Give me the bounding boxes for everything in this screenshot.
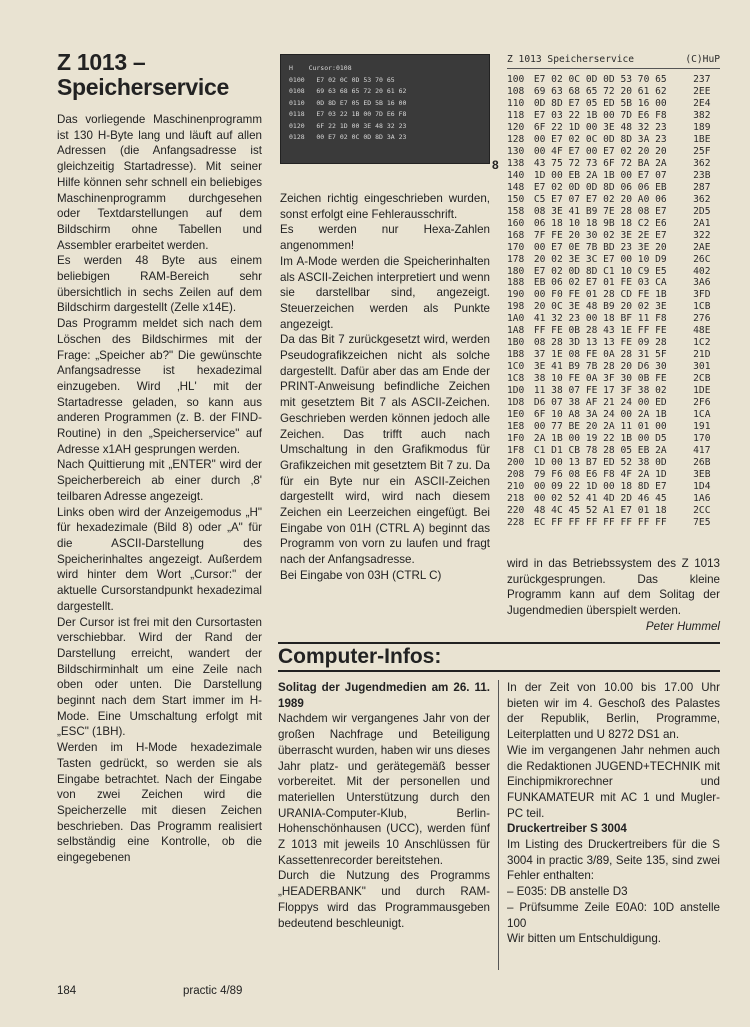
listing-checksum: 1C2 — [693, 337, 711, 349]
infos-right-column — [507, 680, 720, 947]
listing-checksum: 2E4 — [693, 97, 711, 109]
listing-checksum: 1D4 — [693, 480, 711, 492]
info-paragraph: Durch die Nutzung des Programms „HEADERBANK" und durch RAM-Floppys wird das Programmausgeben bedeutend beschleunigt. — [278, 869, 490, 930]
computer-infos-heading: Computer-Infos: — [278, 642, 720, 672]
listing-checksum: 189 — [693, 121, 711, 133]
listing-address: 178 — [507, 253, 525, 265]
infos-right-paragraphs — [507, 680, 720, 821]
listing-checksum: 1A6 — [693, 492, 711, 504]
listing-row — [507, 301, 720, 313]
info-paragraph: Wie im vergangenen Jahr nehmen auch die Redaktionen JUGEND+TECHNIK mit Einchipmikrorechner und FUNKAMATEUR mit AC 1 und Mugler-PC teil. — [507, 743, 720, 820]
article-paragraph: Es werden nur Hexa-Zahlen angenommen! — [280, 223, 490, 253]
listing-address: 130 — [507, 145, 525, 157]
issue-label: practic 4/89 — [183, 985, 243, 997]
listing-row — [507, 505, 720, 517]
listing-address: 1F8 — [507, 445, 525, 457]
listing-row — [507, 242, 720, 254]
listing-address: 1B0 — [507, 337, 525, 349]
listing-address: 1D8 — [507, 397, 525, 409]
listing-row — [507, 74, 720, 86]
printer-paragraph: Wir bitten um Entschuldigung. — [507, 932, 662, 946]
listing-row — [507, 481, 720, 493]
listing-row — [507, 86, 720, 98]
listing-row — [507, 277, 720, 289]
listing-address: 1E8 — [507, 421, 525, 433]
listing-bytes: 08 28 3D 13 13 FE 09 28 — [533, 337, 667, 349]
listing-address: 1A8 — [507, 325, 525, 337]
solitag-subhead: Solitag der Jugendmedien am 26. 11. 1989 — [278, 681, 490, 710]
listing-row — [507, 110, 720, 122]
listing-checksum: 382 — [693, 109, 711, 121]
listing-checksum: 170 — [693, 433, 711, 445]
article-paragraph: Bei Eingabe von 03H (CTRL C) — [280, 568, 442, 582]
listing-checksum: 322 — [693, 229, 711, 241]
listing-checksum: 25F — [693, 145, 711, 157]
listing-rows — [507, 74, 720, 529]
screen-row: 0120 6F 22 1D 00 3E 48 32 23 — [289, 121, 407, 130]
listing-address: 108 — [507, 85, 525, 97]
listing-header — [507, 54, 720, 65]
listing-bytes: 2A 1B 00 19 22 1B 00 D5 — [533, 433, 667, 445]
screen-row: 0118 E7 03 22 1B 00 7D E6 F8 — [289, 110, 407, 118]
listing-checksum: 1BE — [693, 133, 711, 145]
listing-bytes: E7 02 0D 8D C1 10 C9 E5 — [533, 265, 667, 277]
listing-checksum: 2F6 — [693, 397, 711, 409]
article-paragraph: Das Programm meldet sich nach dem Löschen des Bildschirmes mit der Frage: „Speicher ab?" Die gewünschte Anfangsadresse ist hexadezimal einzugeben. Wird ‚HL' mit der Startadresse geladen, so kann aus anderen Programmen (z. B. der FIND-Routine) in den „Speicherservice" auf Adresse x1AH gesprungen werden. — [57, 317, 262, 456]
page-number: 184 — [57, 985, 77, 997]
listing-address: 208 — [507, 468, 525, 480]
listing-address: 1F0 — [507, 433, 525, 445]
listing-checksum: 3A6 — [693, 277, 711, 289]
listing-checksum: 2EE — [693, 85, 711, 97]
listing-row — [507, 98, 720, 110]
listing-row — [507, 122, 720, 134]
listing-row — [507, 373, 720, 385]
listing-bytes: 48 4C 45 52 A1 E7 01 18 — [533, 504, 667, 516]
listing-bytes: 1D 00 EB 2A 1B 00 E7 07 — [533, 169, 667, 181]
listing-address: 1E0 — [507, 409, 525, 421]
article-title — [57, 50, 257, 100]
listing-address: 218 — [507, 492, 525, 504]
listing-bytes: 6F 10 A8 3A 24 00 2A 1B — [533, 409, 667, 421]
listing-checksum: 2CB — [693, 373, 711, 385]
screen-header: H Cursor:0108 — [289, 64, 352, 72]
listing-row — [507, 289, 720, 301]
listing-checksum: 276 — [693, 313, 711, 325]
listing-address: 220 — [507, 504, 525, 516]
listing-address: 118 — [507, 109, 525, 121]
listing-bytes: 00 E7 0E 7B BD 23 3E 20 — [533, 241, 667, 253]
listing-address: 188 — [507, 277, 525, 289]
printer-paragraphs — [507, 837, 720, 947]
listing-bytes: 20 02 3E 3C E7 00 10 D9 — [533, 253, 667, 265]
listing-checksum: 362 — [693, 157, 711, 169]
listing-bytes: 69 63 68 65 72 20 61 62 — [533, 85, 667, 97]
listing-row — [507, 457, 720, 469]
listing-row — [507, 349, 720, 361]
infos-left-column — [278, 680, 490, 931]
screen-row: 0108 69 63 68 65 72 20 61 62 — [289, 87, 407, 95]
listing-bytes: 08 3E 41 B9 7E 28 08 E7 — [533, 205, 667, 217]
info-paragraph: Nachdem wir vergangenes Jahr von der großen Nachfrage und Beteiligung überrascht wurden, haben wir uns dieses Jahr platz- und gerätegemäß besser vorbereitet. Mit der personellen und materiellen Unterstützung durch den URANIA-Computer-Klub, Berlin-Hohenschönhausen (UCC), werden fünf Z 1013 mit jeweils 10 Anschlüssen für Kassettenrecorder bereitstehen. — [278, 712, 490, 867]
info-paragraph: In der Zeit von 10.00 bis 17.00 Uhr bieten wir im 4. Geschoß des Palastes der Republik, Berlin, Programme, Leiterplatten und U 8272 DS1 an. — [507, 681, 720, 742]
listing-row — [507, 182, 720, 194]
listing-row — [507, 146, 720, 158]
listing-row — [507, 337, 720, 349]
article-column-2 — [280, 191, 490, 584]
listing-checksum: 26C — [693, 253, 711, 265]
listing-row — [507, 313, 720, 325]
listing-address: 198 — [507, 301, 525, 313]
listing-checksum: 1DE — [693, 385, 711, 397]
listing-address: 228 — [507, 516, 525, 528]
listing-address: 210 — [507, 480, 525, 492]
listing-header-title: Z 1013 Speicherservice — [507, 54, 635, 65]
listing-bytes: 7F FE 20 30 02 3E 2E E7 — [533, 229, 667, 241]
column-divider — [498, 680, 499, 970]
listing-row — [507, 469, 720, 481]
listing-bytes: 38 10 FE 0A 3F 30 0B FE — [533, 373, 667, 385]
listing-bytes: 20 0C 3E 48 B9 20 02 3E — [533, 301, 667, 313]
listing-address: 1A0 — [507, 313, 525, 325]
listing-row — [507, 421, 720, 433]
listing-row — [507, 445, 720, 457]
listing-row — [507, 230, 720, 242]
listing-bytes: EB 06 02 E7 01 FE 03 CA — [533, 277, 667, 289]
listing-checksum: 402 — [693, 265, 711, 277]
printer-paragraph: – E035: DB anstelle D3 — [507, 885, 628, 899]
listing-bytes: 11 38 07 FE 17 3F 38 02 — [533, 385, 667, 397]
article-paragraph: Im A-Mode werden die Speicherinhalten als ASCII-Zeichen interpretiert und wenn sie darstellbar sind, angezeigt. Steuerzeichen werden als Punkte angezeigt. — [280, 254, 490, 331]
listing-row — [507, 170, 720, 182]
listing-address: 1B8 — [507, 349, 525, 361]
listing-checksum: 362 — [693, 193, 711, 205]
infos-left-paragraphs — [278, 711, 490, 931]
listing-row — [507, 493, 720, 505]
closing-paragraph: wird in das Betriebssystem des Z 1013 zurückgesprungen. Das kleine Programm kann auf dem Solitag der Jugendmedien überspielt werden. — [507, 557, 720, 618]
listing-checksum: 3EB — [693, 468, 711, 480]
listing-bytes: EC FF FF FF FF FF FF FF — [533, 516, 667, 528]
listing-bytes: C1 D1 CB 78 28 05 EB 2A — [533, 445, 667, 457]
listing-row — [507, 194, 720, 206]
listing-address: 140 — [507, 169, 525, 181]
listing-bytes: 00 02 52 41 4D 2D 46 45 — [533, 492, 667, 504]
listing-header-rule — [507, 68, 720, 69]
listing-bytes: 00 F0 FE 01 28 CD FE 1B — [533, 289, 667, 301]
article-paragraph: Da das Bit 7 zurückgesetzt wird, werden Pseudografikzeichen nicht als solche dargestellt. Dafür aber das am Ende der PRINT-Anweisung befindliche Zeichen mit gesetztem Bit 7 als ASCII-Zeichen. Geschrieben werden können jedoch alle Zeichen. Das trifft auch nach Umschaltung in den Grafikmodus für Grafikzeichen mit gesetztem Bit 7 zu. Da für ein Byte nur ein ASCII-Zeichen dargestellt wird, wird nach diesem Zeichen ein Leerzeichen eingefügt. Bei Eingabe von 01H (CTRL A) beginnt das Programm von vorn zu laufen und fragt nach der Anfangsadresse. — [280, 333, 490, 567]
printer-paragraph: – Prüfsumme Zeile E0A0: 10D anstelle 100 — [507, 900, 720, 930]
listing-address: 170 — [507, 241, 525, 253]
listing-address: 138 — [507, 157, 525, 169]
listing-checksum: 417 — [693, 445, 711, 457]
listing-bytes: C5 E7 07 E7 02 20 A0 06 — [533, 193, 667, 205]
listing-checksum: 23B — [693, 169, 711, 181]
listing-bytes: 06 18 10 18 9B 18 C2 E6 — [533, 217, 667, 229]
listing-checksum: 1CA — [693, 409, 711, 421]
listing-bytes: 37 1E 08 FE 0A 28 31 5F — [533, 349, 667, 361]
listing-bytes: 3E 41 B9 7B 28 20 D6 30 — [533, 361, 667, 373]
listing-row — [507, 266, 720, 278]
hex-listing — [507, 54, 720, 529]
listing-checksum: 301 — [693, 361, 711, 373]
listing-address: 150 — [507, 193, 525, 205]
listing-row — [507, 409, 720, 421]
listing-bytes: 00 E7 02 0C 0D 8D 3A 23 — [533, 133, 667, 145]
article-column-1 — [57, 112, 262, 866]
listing-row — [507, 325, 720, 337]
listing-bytes: 00 77 BE 20 2A 11 01 00 — [533, 421, 667, 433]
listing-address: 128 — [507, 133, 525, 145]
listing-checksum: 48E — [693, 325, 711, 337]
listing-address: 1D0 — [507, 385, 525, 397]
listing-bytes: 79 F6 08 E6 F8 4F 2A 1D — [533, 468, 667, 480]
listing-row — [507, 517, 720, 529]
listing-checksum: 237 — [693, 74, 711, 85]
listing-bytes: FF FE 0B 28 43 1E FF FE — [533, 325, 667, 337]
listing-address: 190 — [507, 289, 525, 301]
article-column-3 — [507, 556, 720, 635]
listing-checksum: 2D5 — [693, 205, 711, 217]
listing-bytes: 6F 22 1D 00 3E 48 32 23 — [533, 121, 667, 133]
listing-address: 160 — [507, 217, 525, 229]
printer-paragraph: Im Listing des Druckertreibers für die S 3004 in practic 3/89, Seite 135, sind zwei Fehler enthalten: — [507, 838, 720, 883]
title-line-1: Z 1013 – — [57, 49, 146, 75]
listing-row — [507, 361, 720, 373]
listing-address: 1C8 — [507, 373, 525, 385]
listing-row — [507, 206, 720, 218]
article-paragraph: Der Cursor ist frei mit den Cursortasten verschiebbar. Wird der Rand der Darstellung erreicht, wandert der Bildschirminhalt um eine Zeile nach oben oder unten. Die Darstellung beginnt nach dem Start immer im H-Mode. Eine Umschaltung erfolgt mit „ESC" (1BH). — [57, 615, 262, 739]
listing-address: 180 — [507, 265, 525, 277]
listing-bytes: E7 02 0D 0D 8D 06 06 EB — [533, 181, 667, 193]
listing-bytes: E7 02 0C 0D 0D 53 70 65 — [533, 74, 667, 85]
listing-address: 120 — [507, 121, 525, 133]
printer-subhead: Druckertreiber S 3004 — [507, 822, 627, 836]
title-line-2: Speicherservice — [57, 74, 229, 100]
listing-bytes: 00 09 22 1D 00 18 8D E7 — [533, 480, 667, 492]
listing-checksum: 287 — [693, 181, 711, 193]
listing-bytes: E7 03 22 1B 00 7D E6 F8 — [533, 109, 667, 121]
listing-address: 200 — [507, 457, 525, 468]
listing-address: 100 — [507, 74, 525, 85]
listing-checksum: 21D — [693, 349, 711, 361]
article-paragraph: Es werden 48 Byte aus einem beliebigen RAM-Bereich sehr übersichtlich in sechs Zeilen auf dem Bildschirm dargestellt (Zelle x14E). — [57, 254, 262, 315]
listing-checksum: 191 — [693, 421, 711, 433]
listing-bytes: D6 07 38 AF 21 24 00 ED — [533, 397, 667, 409]
listing-address: 148 — [507, 181, 525, 193]
article-paragraph: Links oben wird der Anzeigemodus „H" für hexadezimale (Bild 8) oder „A" für die ASCII-Darstellung des Speicherinhaltes angezeigt. Außerdem wird hinter dem Wort „Cursor:" der aktuelle Cursorstandpunkt hexadezimal dargestellt. — [57, 505, 262, 613]
listing-address: 1C0 — [507, 361, 525, 373]
listing-row — [507, 433, 720, 445]
listing-row — [507, 158, 720, 170]
listing-bytes: 0D 8D E7 05 ED 5B 16 00 — [533, 97, 667, 109]
listing-address: 158 — [507, 205, 525, 217]
listing-row — [507, 254, 720, 266]
listing-row — [507, 397, 720, 409]
listing-address: 110 — [507, 97, 525, 109]
listing-bytes: 00 4F E7 00 E7 02 20 20 — [533, 145, 667, 157]
article-paragraph: Werden im H-Mode hexadezimale Tasten gedrückt, so werden sie als Eingabe betrachtet. Nach der Eingabe von zwei Zeichen wird die Speicherzelle mit diesen Zeichen beschrieben. Das Programm realisiert selbständig eine Kontrolle, ob die eingegebenen — [57, 741, 262, 865]
screen-rows — [289, 75, 481, 144]
listing-checksum: 26B — [693, 457, 711, 468]
listing-bytes: 1D 00 13 B7 ED 52 38 0D — [533, 457, 667, 468]
listing-checksum: 2CC — [693, 504, 711, 516]
listing-checksum: 7E5 — [693, 516, 711, 528]
screen-figure — [280, 54, 490, 164]
author-name: Peter Hummel — [645, 619, 720, 633]
listing-checksum: 2AE — [693, 241, 711, 253]
screen-row: 0110 0D 8D E7 05 ED 5B 16 00 — [289, 98, 407, 107]
listing-bytes: 41 32 23 00 18 BF 11 F8 — [533, 313, 667, 325]
listing-header-copyright: (C)HuP — [685, 54, 720, 65]
listing-checksum: 1CB — [693, 301, 711, 313]
listing-checksum: 2A1 — [693, 217, 711, 229]
screen-row: 0100 E7 02 0C 0D 53 70 65 — [289, 75, 395, 84]
article-paragraph: Das vorliegende Maschinenprogramm ist 130 H-Byte lang und läuft auf allen Adressen (die Anfangsadresse ist gleichzeitig Startadresse). Mit seiner Hilfe können sehr schnell ein beliebiges Maschinenprogramm durchgesehen oder Textdarstellungen auf dem Bildschirm ohne Tabellen und Assembler erarbeitet werden. — [57, 113, 262, 252]
listing-address: 168 — [507, 229, 525, 241]
listing-row — [507, 385, 720, 397]
listing-row — [507, 218, 720, 230]
screen-row: 0128 00 E7 02 0C 0D 8D 3A 23 — [289, 133, 407, 141]
figure-number: 8 — [492, 158, 499, 172]
article-paragraph: Nach Quittierung mit „ENTER" wird der Speicherbereich ab einer durch ‚8' teilbaren Adresse angezeigt. — [57, 458, 262, 503]
listing-bytes: 43 75 72 73 6F 72 BA 2A — [533, 157, 667, 169]
article-paragraph: Zeichen richtig eingeschrieben wurden, sonst erfolgt eine Fehlerausschrift. — [280, 192, 490, 221]
listing-row — [507, 134, 720, 146]
listing-checksum: 3FD — [693, 289, 711, 301]
